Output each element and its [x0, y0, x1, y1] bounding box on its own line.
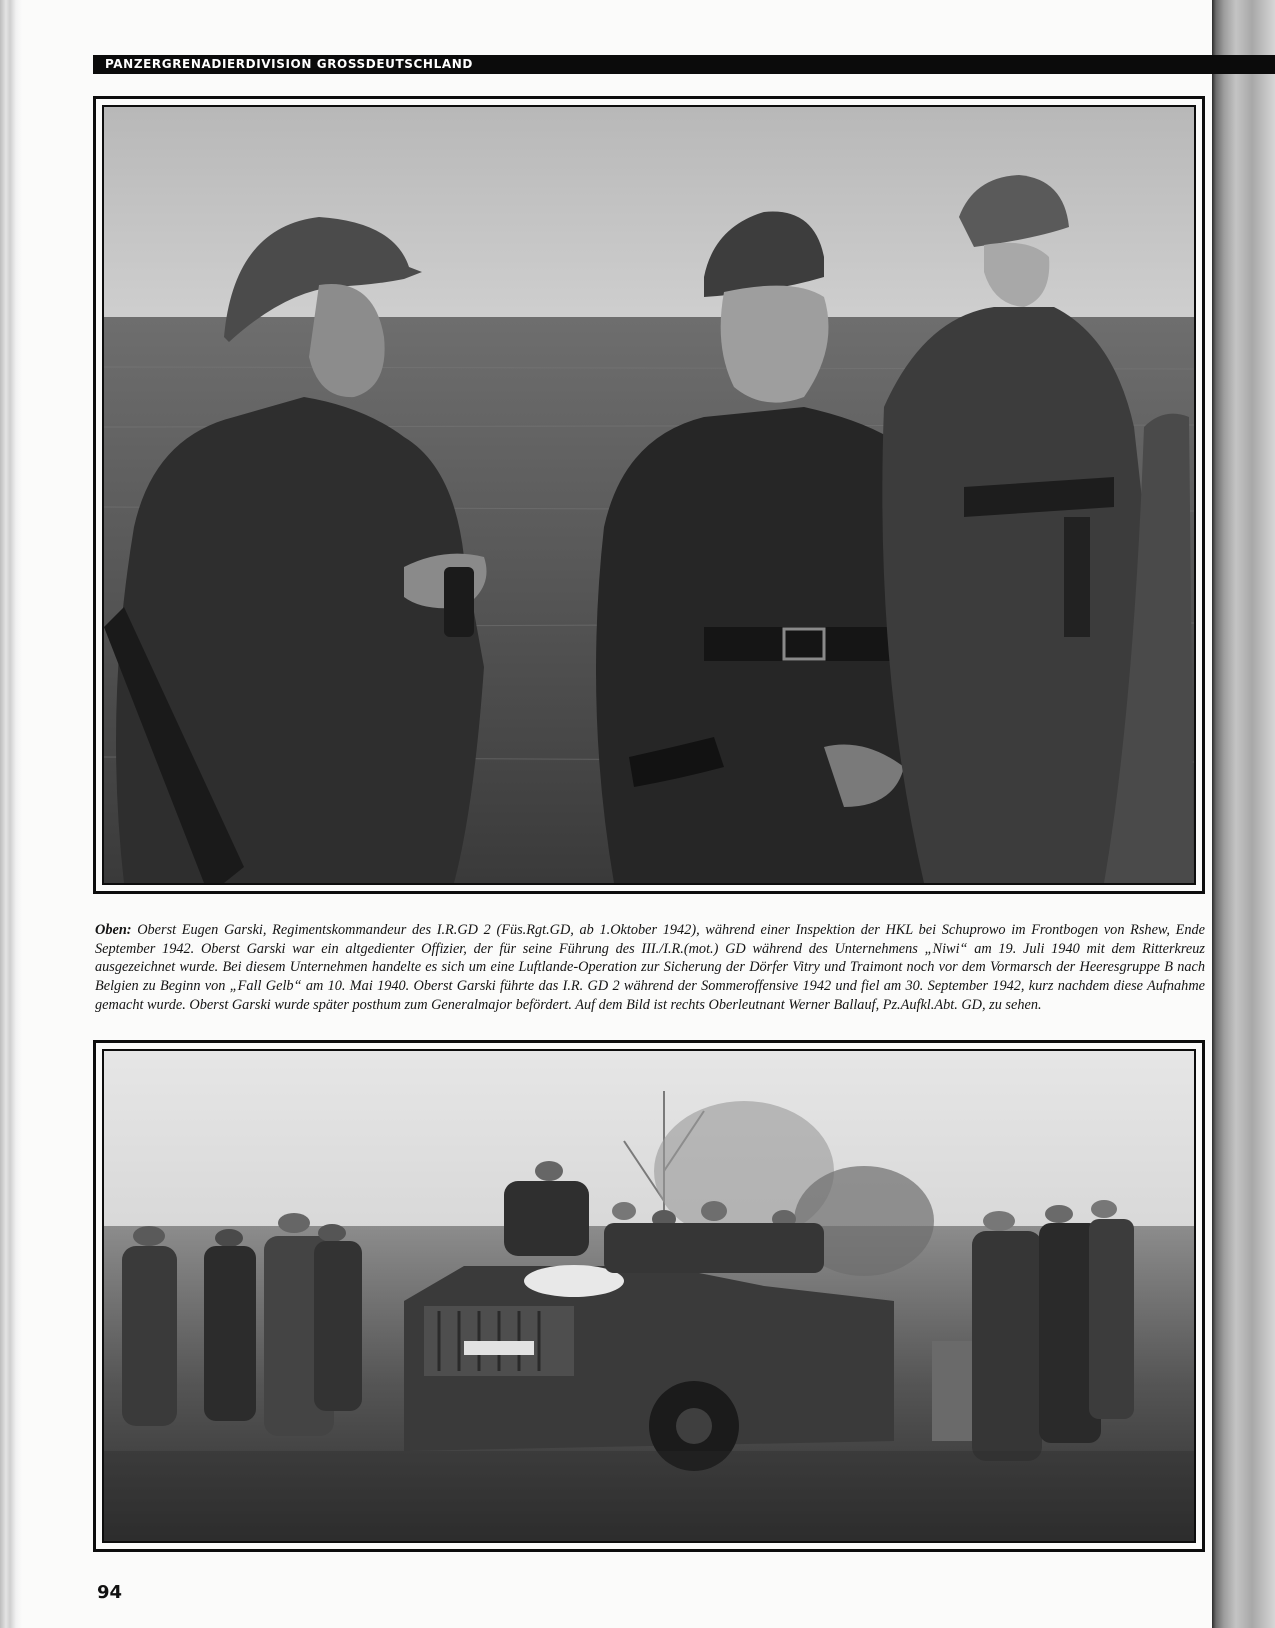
vehicle	[404, 1265, 894, 1471]
page-number: 94	[97, 1582, 123, 1603]
bottom-photo	[102, 1049, 1196, 1543]
bottom-photo-image	[104, 1051, 1194, 1541]
caption-lead: Oben:	[95, 922, 132, 939]
bottom-photo-frame	[93, 1040, 1205, 1552]
top-photo-frame	[93, 96, 1205, 894]
running-head: PANZERGRENADIERDIVISION GROSSDEUTSCHLAND	[105, 57, 473, 71]
caption-text: Oberst Eugen Garski, Regimentskommandeur des I.R.GD 2 (Füs.Rgt.GD, ab 1.Oktober 1942), während einer Inspektion der HKL bei Schuprowo im Frontbogen von Rshew, Ende September 1942. Oberst Garski war ein altgedienter Offizier, der für seine Führung des III./I.R.(mot.) GD während des Unternehmens „Niwi“ am 19. Juli 1940 mit dem Ritterkreuz ausgezeichnet wurde. Bei diesem Unternehmen handelte es sich um eine Luftlande-Operation zur Sicherung der Dörfer Vitry und Traimont noch vor dem Vormarsch der Heeresgruppe B nach Belgien zu Beginn von „Fall Gelb“ am 10. Mai 1940. Oberst Garski führte das I.R. GD 2 während der Sommeroffensive 1942 und fiel am 30. September 1942, kurz nachdem diese Aufnahme gemacht wurde. Oberst Garski wurde später posthum zum Generalmajor befördert. Auf dem Bild ist rechts Oberleutnant Werner Ballauf, Pz.Aufkl.Abt. GD, zu sehen.	[95, 922, 1206, 1013]
running-head-bar	[93, 55, 1275, 74]
top-photo-image	[104, 107, 1194, 883]
page-gutter-left	[0, 0, 22, 1628]
next-page-edge	[1212, 0, 1275, 1628]
top-photo	[102, 105, 1196, 885]
soldiers-left	[122, 1213, 362, 1436]
photo-caption	[95, 921, 1205, 1014]
